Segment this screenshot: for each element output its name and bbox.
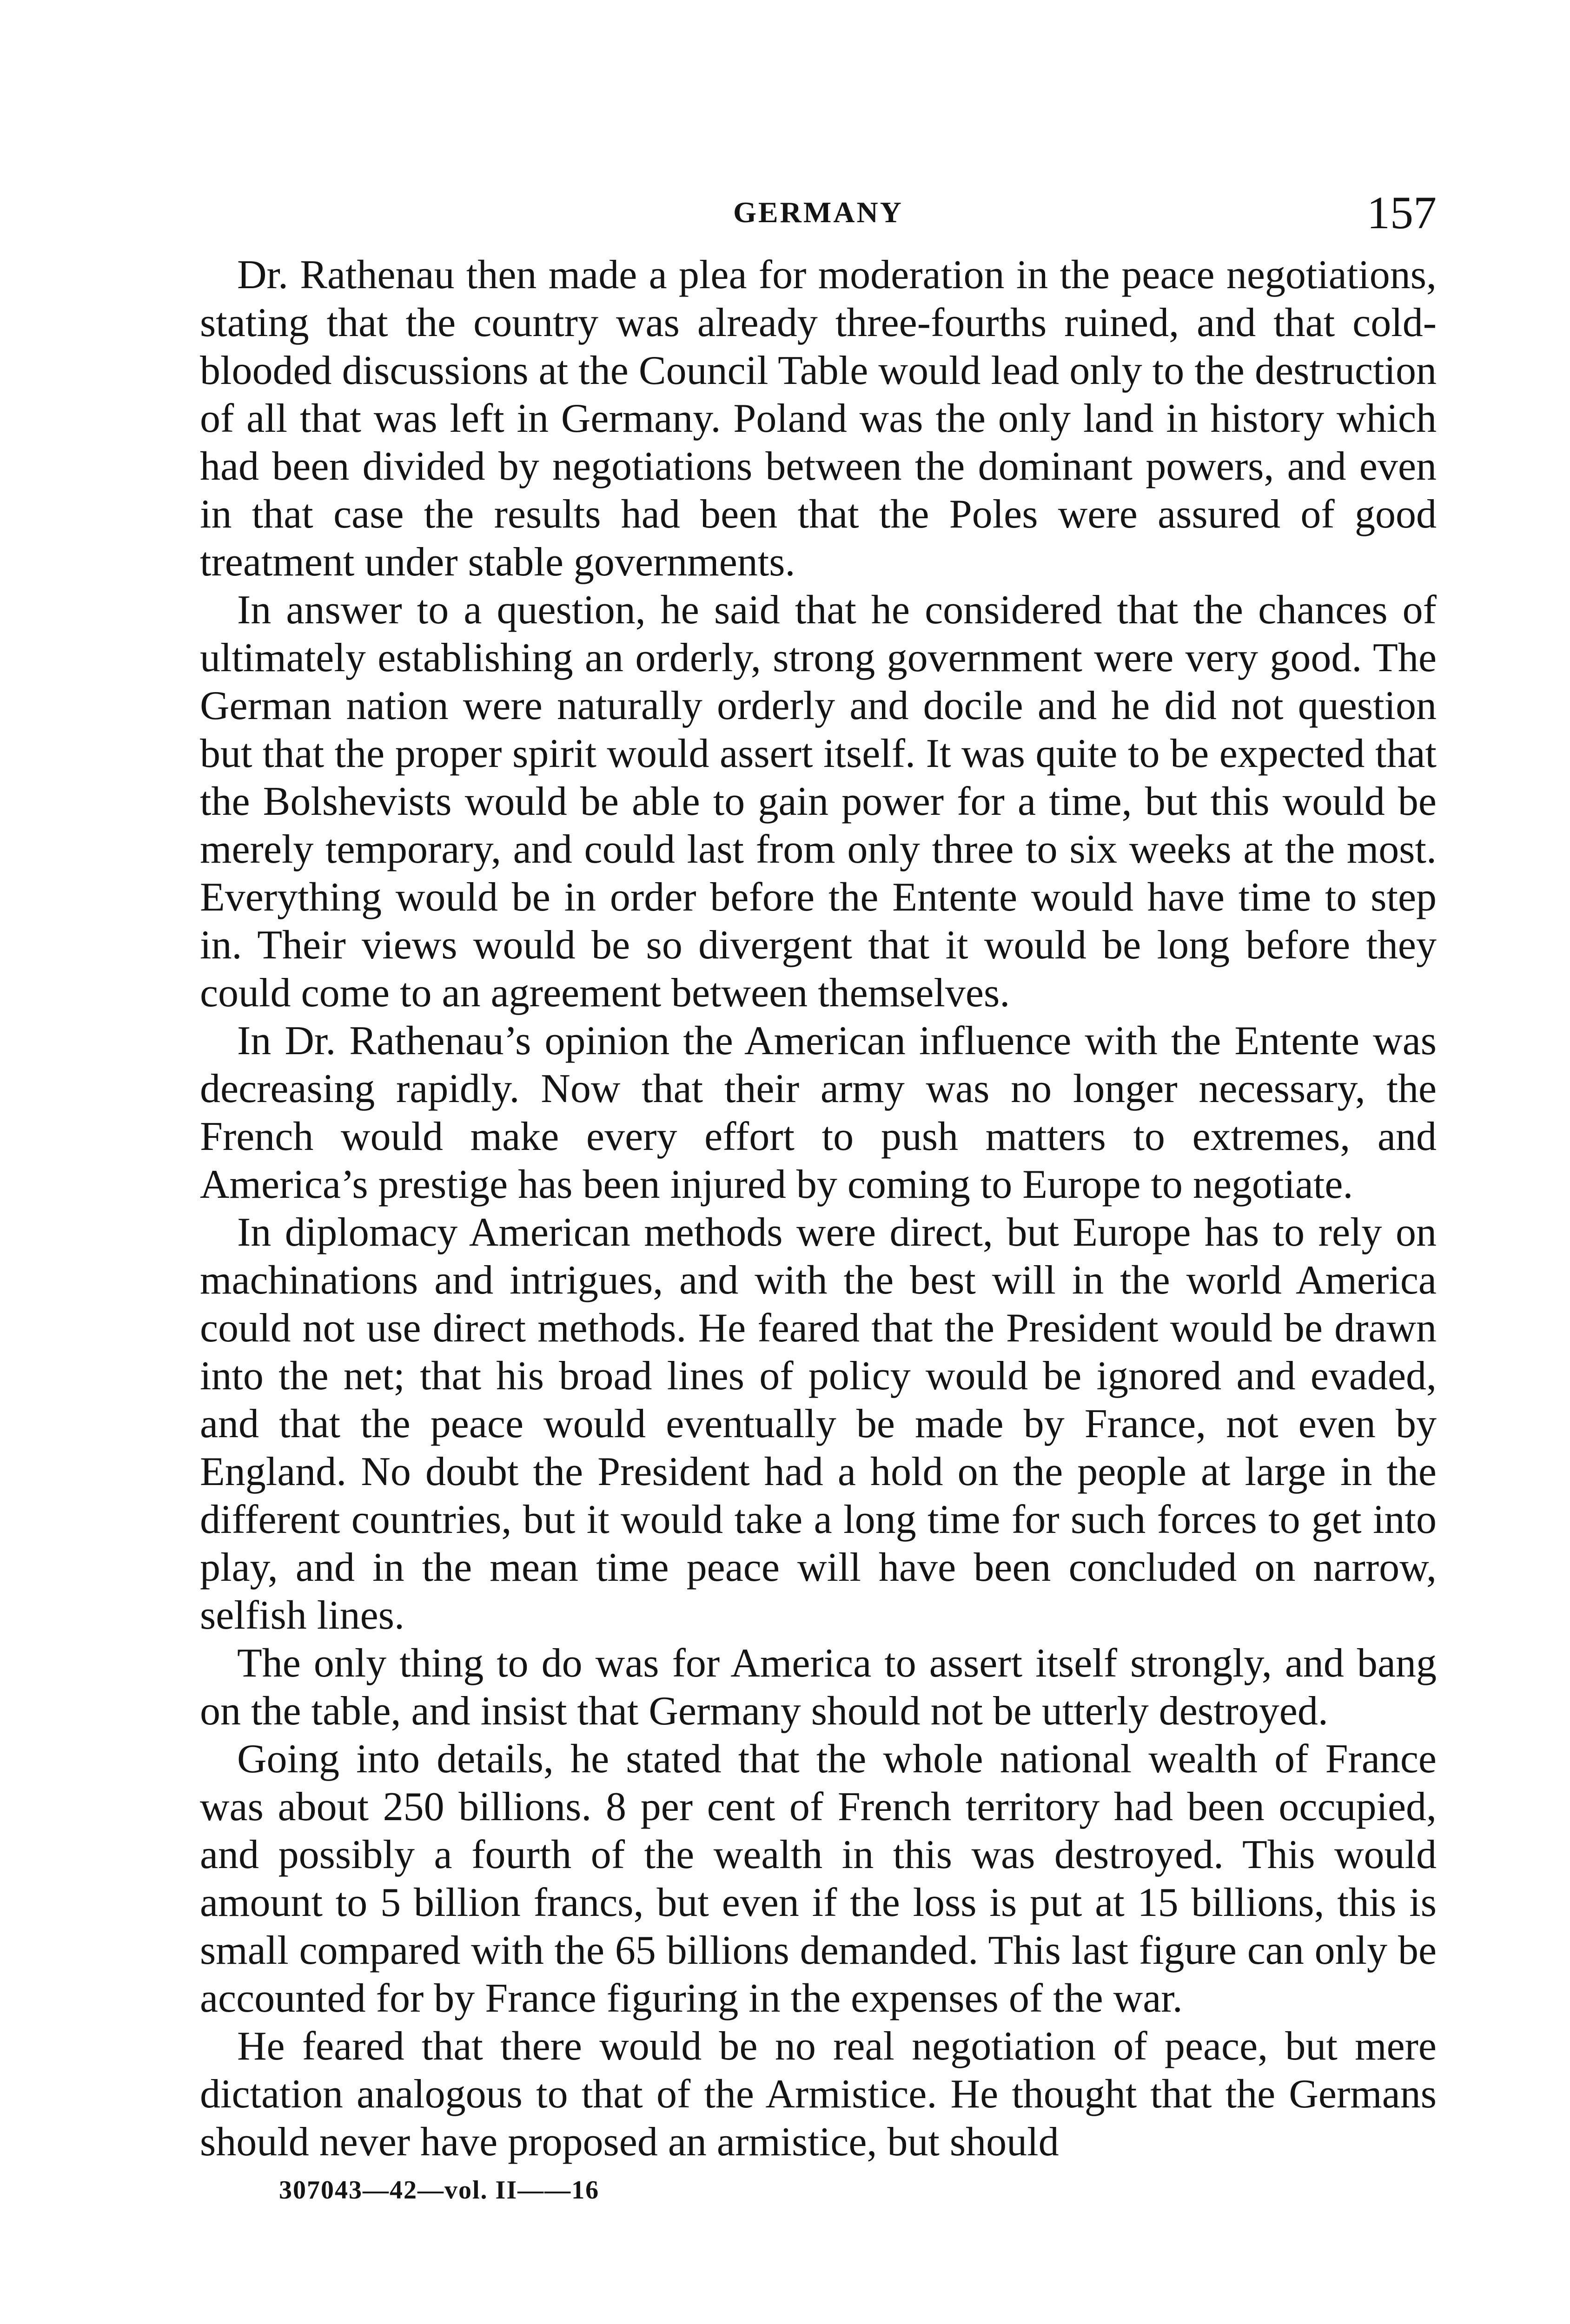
document-page <box>200 186 1437 2205</box>
running-header <box>200 186 1437 251</box>
printer-signature: 307043—42—vol. II——16 <box>279 2176 600 2205</box>
paragraph: Going into details, he stated that the whole national wealth of France was about 250 billions. 8 per cent of French territory had been occupied, and possibly a fourth of the wealth in this was destroyed. This would amount to 5 billion francs, but even if the loss is put at 15 billions, this is small compared with the 65 billions demanded. This last figure can only be accounted for by France figuring in the expenses of the war. <box>200 1736 1437 2021</box>
paragraph: Dr. Rathenau then made a plea for moderation in the peace negotiations, stating that the country was already three-fourths ruined, and that cold-blooded discussions at the Council Table would lead only to the destruction of all that was left in Germany. Poland was the only land in history which had been divided by negotiations between the dominant powers, and even in that case the results had been that the Poles were assured of good treatment under stable governments. <box>200 252 1437 585</box>
running-title: GERMANY <box>733 196 903 229</box>
paragraph: In Dr. Rathenau’s opinion the American influence with the Entente was decreasing rapidly. Now that their army was no longer necessary, the French would make every effort to push matters to extremes, and America’s prestige has been injured by coming to Europe to negotiate. <box>200 1018 1437 1207</box>
paragraph: The only thing to do was for America to assert itself strongly, and bang on the table, and insist that Germany should not be utterly destroyed. <box>200 1641 1437 1734</box>
body-text <box>200 251 1437 2166</box>
page-number: 157 <box>1367 187 1437 238</box>
paragraph: He feared that there would be no real negotiation of peace, but mere dictation analogous to that of the Armistice. He thought that the Germans should never have proposed an armistice, but should <box>200 2024 1437 2165</box>
paragraph: In diplomacy American methods were direct, but Europe has to rely on machinations and intrigues, and with the best will in the world America could not use direct methods. He feared that the President would be drawn into the net; that his broad lines of policy would be ignored and evaded, and that the peace would eventually be made by France, not even by England. No doubt the President had a hold on the people at large in the different countries, but it would take a long time for such forces to get into play, and in the mean time peace will have been concluded on narrow, selfish lines. <box>200 1210 1437 1638</box>
paragraph: In answer to a question, he said that he considered that the chances of ultimately establishing an orderly, strong government were very good. The German nation were naturally orderly and docile and he did not question but that the proper spirit would assert itself. It was quite to be expected that the Bolshevists would be able to gain power for a time, but this would be merely temporary, and could last from only three to six weeks at the most. Everything would be in order before the Entente would have time to step in. Their views would be so divergent that it would be long before they could come to an agreement between themselves. <box>200 588 1437 1016</box>
